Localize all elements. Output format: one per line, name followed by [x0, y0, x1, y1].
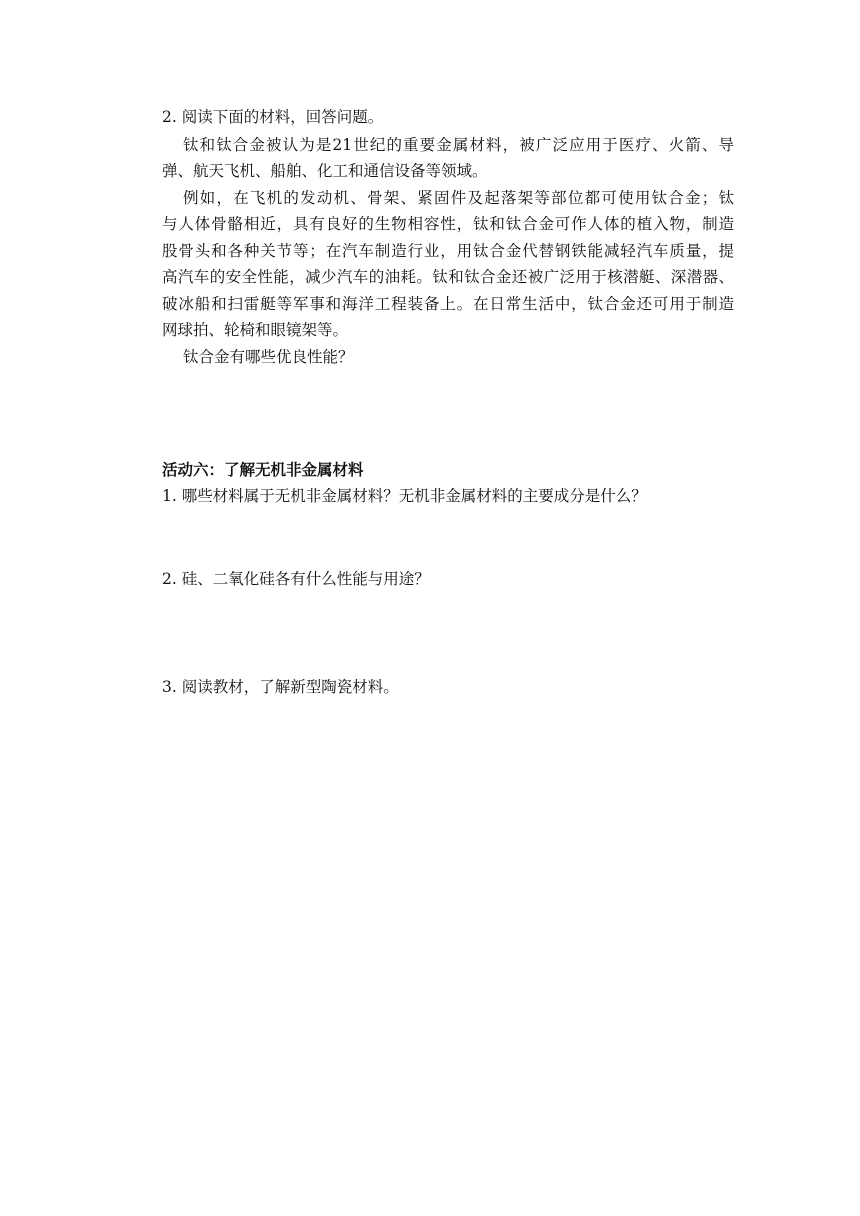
activity-6-question-1: 1. 哪些材料属于无机非金属材料？无机非金属材料的主要成分是什么？ — [162, 487, 647, 505]
reading-question: 钛合金有哪些优良性能？ — [183, 348, 354, 366]
paragraph-1-line-2-text: 弹、航天飞机、船舶、化工和通信设备等领域。 — [162, 162, 488, 180]
paragraph-2-line-6: 网球拍、轮椅和眼镜架等。 — [162, 321, 349, 339]
paragraph-2-line-4: 高汽车的安全性能，减少汽车的油耗。钛和钛合金还被广泛用于核潜艇、深潜器、 — [162, 268, 734, 286]
paragraph-2-line-2: 与人体骨骼相近，具有良好的生物相容性，钛和钛合金可作人体的植入物，制造 — [162, 215, 734, 233]
activity-6-question-3: 3. 阅读教材，了解新型陶瓷材料。 — [162, 678, 399, 696]
paragraph-1-line-1-text: 钛和钛合金被认为是21世纪的重要金属材料，被广泛应用于医疗、火箭、导 — [183, 136, 734, 154]
paragraph-2-line-3: 股骨头和各种关节等；在汽车制造行业，用钛合金代替钢铁能减轻汽车质量，提 — [162, 242, 734, 260]
reading-question-label: 2. 阅读下面的材料，回答问题。 — [162, 108, 384, 126]
paragraph-2-line-1: 例如，在飞机的发动机、骨架、紧固件及起落架等部位都可使用钛合金；钛 — [183, 189, 734, 207]
paragraph-2-line-5: 破冰船和扫雷艇等军事和海洋工程装备上。在日常生活中，钛合金还可用于制造 — [162, 295, 734, 313]
activity-6-question-2: 2. 硅、二氧化硅各有什么性能与用途？ — [162, 570, 430, 588]
activity-6-heading: 活动六：了解无机非金属材料 — [162, 461, 364, 479]
